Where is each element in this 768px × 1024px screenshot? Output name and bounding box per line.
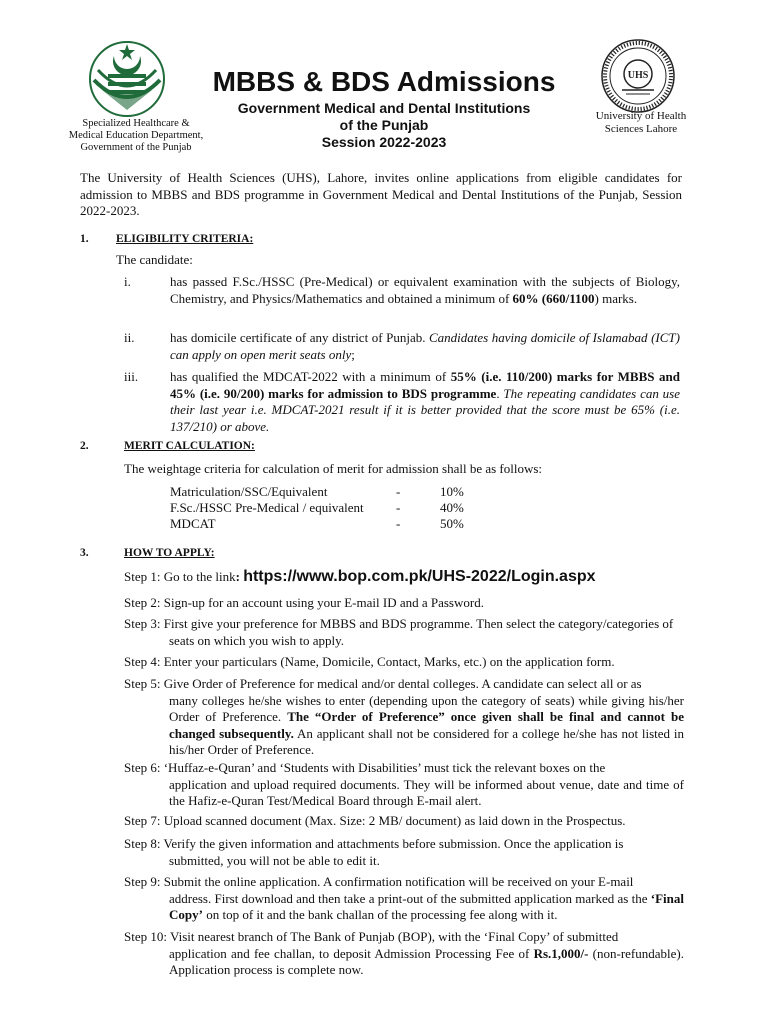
- uhs-seal-icon: [600, 38, 676, 114]
- university-caption: University of Health Sciences Lahore: [595, 110, 687, 135]
- department-caption: Specialized Healthcare & Medical Education Department, Government of the Punjab: [68, 118, 204, 153]
- step-1: Step 1: Go to the link: https://www.bop.com.pk/UHS-2022/Login.aspx: [124, 568, 596, 585]
- section-title-eligibility: ELIGIBILITY CRITERIA:: [116, 233, 254, 245]
- document-page: Specialized Healthcare & Medical Education Department, Government of the Punjab UHS University of Health Sciences Lahore MBBS & BDS Admissions Government Medical and Dental Institutions of the Punjab Session 2022-2023 The University of Health Sciences (UHS), Lahore, invites online applications from eligible candidates for admission to MBBS and BDS programme in Government Medical and Dental Institutions of the Punjab, Session 2022-2023. 1. ELIGIBILITY CRITERIA: The candidate: i. has passed F.Sc./HSSC (Pre-Medical) or equivalent examination with the subjects of Biology, Chemistry, and Physics/Mathematics and obtained a minimum of 60% (660/1100) marks. ii. has domicile certificate of any district of Punjab. Candidates having domicile of Islamabad (ICT) can apply on open merit seats only; iii. has qualified the MDCAT-2022 with a minimum of 55% (i.e. 110/200) marks for MBBS and 45% (i.e. 90/200) marks for admission to BDS programme. The repeating candidates can use their last year i.e. MDCAT-2021 result if it is better provided that the score must be 65% (i.e. 137/210) or above. 2. MERIT CALCULATION: The weightage criteria for calculation of merit for admission shall be as follows: Matriculation/SSC/Equivalent - 10% F.Sc./HSSC Pre-Medical / equivalent - 40% MDCAT - 50% 3. HOW TO APPLY: Step 1: Go to the link: https://www.bop.com.pk/UHS-2022/Login.aspx Step 2: Sign-up for an account using your E-mail ID and a Password. Step 3: First give your preference for MBBS and BDS programme. Then select the category/categories of seats on which you wish to apply. Step 4: Enter your particulars (Name, Domicile, Contact, Marks, etc.) on the application form. Step 5: Give Order of Preference for medical and/or dental colleges. A candidate can select all or as many colleges he/she wishes to enter (depending upon the category of seats) while giving his/her Order of Preference. The “Order of Preference” once given shall be final and cannot be changed subsequently. An applicant shall not be considered for a college he/she has not listed in his/her Order of Preference. Step 6: ‘Huffaz-e-Quran’ and ‘Students with Disabilities’ must tick the relevant boxes on the application and upload required documents. They will be informed about venue, date and time of the Hafiz-e-Quran Test/Medical Board through E-mail alert. Step 7: Upload scanned document (Max. Size: 2 MB/ document) as laid down in the Prospectus. Step 8: Verify the given information and attachments before submission. Once the application is submitted, you will not be able to edit it. Step 9: Submit the online application. A confirmation notification will be received on your E-mail address. First download and then take a print-out of the submitted application marked as the ‘Final Copy’ on top of it and the bank challan of the processing fee along with it. Step 10: Visit nearest branch of The Bank of Punjab (BOP), with the ‘Final Copy’ of submitted application and fee challan, to deposit Admission Processing Fee of Rs.1,000/- (non-refundable). Application process is complete now.: [0, 0, 768, 1024]
- list-item-numeral: iii.: [124, 369, 139, 384]
- step-6: Step 6: ‘Huffaz-e-Quran’ and ‘Students with Disabilities’ must tick the relevant boxes on the application and upload required documents. They will be informed about venue, date and time of the Hafiz-e-Quran Test/Medical Board through E-mail alert.: [124, 760, 684, 808]
- step-4: Step 4: Enter your particulars (Name, Domicile, Contact, Marks, etc.) on the application form.: [124, 654, 615, 669]
- punjab-government-emblem-icon: [88, 40, 166, 118]
- section-number-eligibility: 1.: [80, 233, 89, 245]
- section-number-merit: 2.: [80, 440, 89, 452]
- intro-paragraph: The University of Health Sciences (UHS), Lahore, invites online applications from eligible candidates for admission to MBBS and BDS programme in Government Medical and Dental Institutions of the Punjab, Session 2022-2023.: [80, 170, 682, 218]
- eligibility-lead: The candidate:: [116, 252, 193, 267]
- step-8: Step 8: Verify the given information and attachments before submission. Once the application is submitted, you will not be able to edit it.: [124, 836, 624, 868]
- step-5: Step 5: Give Order of Preference for medical and/or dental colleges. A candidate can select all or as many colleges he/she wishes to enter (depending upon the category of seats) while giving his/her Order of Preference. The “Order of Preference” once given shall be final and cannot be changed subsequently. An applicant shall not be considered for a college he/she has not listed in his/her Order of Preference.: [124, 676, 685, 757]
- merit-lead: The weightage criteria for calculation of merit for admission shall be as follows:: [124, 461, 543, 476]
- list-item-numeral: i.: [124, 274, 131, 289]
- application-portal-link[interactable]: https://www.bop.com.pk/UHS-2022/Login.aspx: [243, 568, 596, 585]
- list-item: has domicile certificate of any district of Punjab. Candidates having domicile of Islamabad (ICT) can apply on open merit seats only;: [170, 330, 680, 362]
- section-number-apply: 3.: [80, 547, 89, 559]
- uhs-seal-text: UHS: [627, 70, 649, 81]
- step-10: Step 10: Visit nearest branch of The Bank of Punjab (BOP), with the ‘Final Copy’ of submitted application and fee challan, to deposit Admission Processing Fee of Rs.1,000/- (non-refundable). Application process is complete now.: [124, 929, 684, 977]
- section-title-merit: MERIT CALCULATION:: [124, 440, 255, 452]
- list-item: has qualified the MDCAT-2022 with a minimum of 55% (i.e. 110/200) marks for MBBS and 45% (i.e. 90/200) marks for admission to BDS programme. The repeating candidates can use their last year i.e. MDCAT-2021 result if it is better provided that the score must be 65% (i.e. 137/210) or above.: [170, 369, 681, 434]
- step-9: Step 9: Submit the online application. A confirmation notification will be received on your E-mail address. First download and then take a print-out of the submitted application marked as the ‘Final Copy’ on top of it and the bank challan of the processing fee along with it.: [124, 874, 684, 922]
- list-item: has passed F.Sc./HSSC (Pre-Medical) or equivalent examination with the subjects of Biology, Chemistry, and Physics/Mathematics and obtained a minimum of 60% (660/1100) marks.: [170, 274, 680, 306]
- step-7: Step 7: Upload scanned document (Max. Size: 2 MB/ document) as laid down in the Prospectus.: [124, 813, 626, 828]
- page-subtitle: Government Medical and Dental Institutions of the Punjab Session 2022-2023: [237, 100, 531, 150]
- page-title: MBBS & BDS Admissions: [212, 66, 556, 97]
- step-3: Step 3: First give your preference for MBBS and BDS programme. Then select the category/categories of seats on which you wish to apply.: [124, 616, 674, 648]
- step-2: Step 2: Sign-up for an account using your E-mail ID and a Password.: [124, 595, 484, 610]
- section-title-apply: HOW TO APPLY:: [124, 547, 215, 559]
- list-item-numeral: ii.: [124, 330, 135, 345]
